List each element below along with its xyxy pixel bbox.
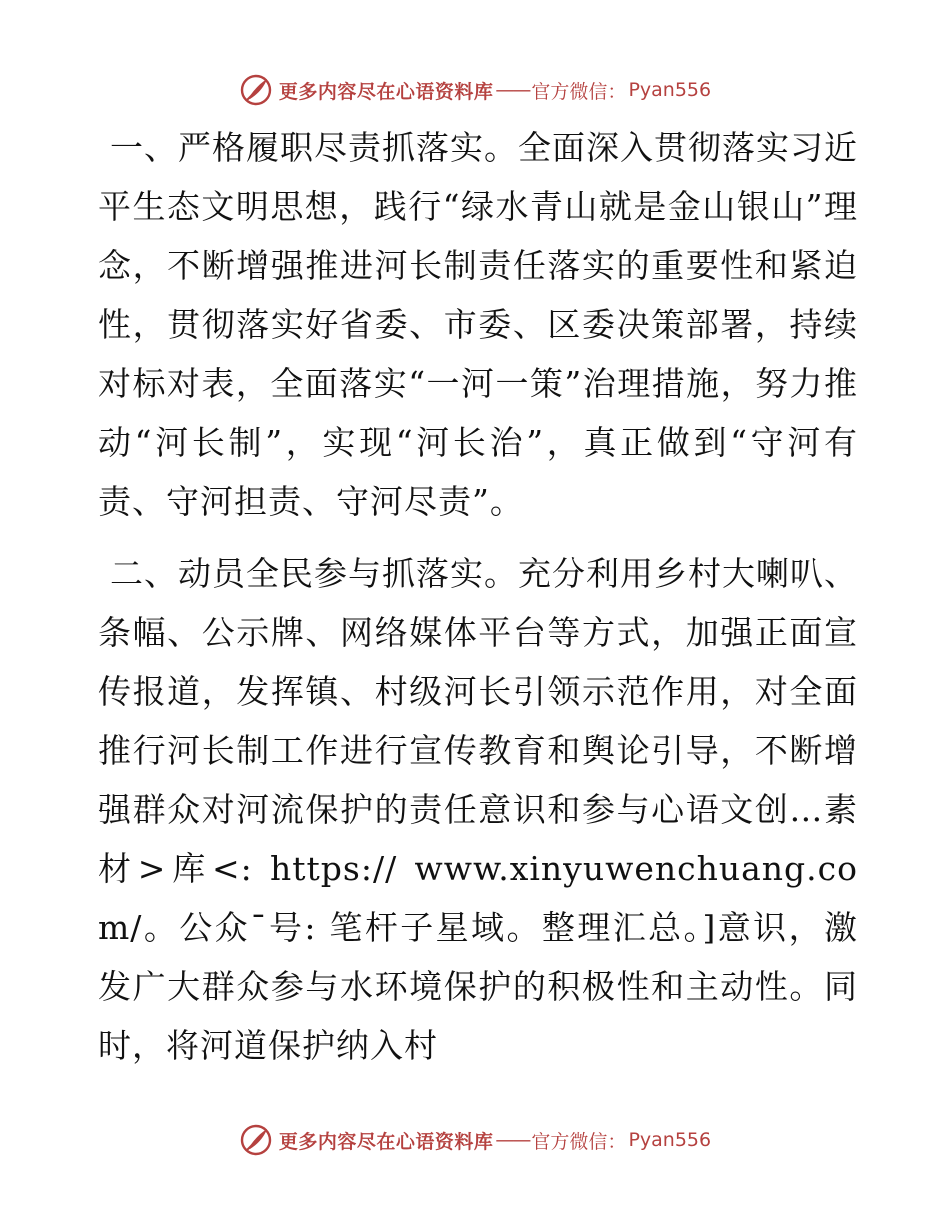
banner-title: 更多内容尽在心语资料库 xyxy=(278,80,494,103)
banner-wechat-id: Pyan556 xyxy=(628,79,712,101)
footer-banner xyxy=(0,1120,950,1160)
banner-separator: —— xyxy=(495,79,530,101)
banner-wechat-id: Pyan556 xyxy=(628,1129,712,1151)
feather-pen-logo-icon xyxy=(239,73,273,107)
banner-separator: —— xyxy=(495,1129,530,1151)
header-banner xyxy=(0,70,950,110)
paragraph-2: 二、动员全民参与抓落实。充分利用乡村大喇叭、条幅、公示牌、网络媒体平台等方式，加强正面宣传报道，发挥镇、村级河长引领示范作用，对全面推行河长制工作进行宣传教育和舆论引导，不断增强群众对河流保护的责任意识和参与心语文创…素材>库<: https:// www.xinyuwenchuang.com/。公众¯号: 笔杆子星域。整理汇总。]意识，激发广大群众参与水环境保护的积极性和主动性。同时，将河道保护纳入村 xyxy=(98,554,858,1065)
document-body xyxy=(98,118,858,1075)
banner-wechat-label: 官方微信： xyxy=(531,80,627,103)
banner-wechat-label: 官方微信： xyxy=(531,1130,627,1153)
feather-pen-logo-icon xyxy=(239,1123,273,1157)
paragraph-1: 一、严格履职尽责抓落实。全面深入贯彻落实习近平生态文明思想，践行“绿水青山就是金山银山”理念，不断增强推进河长制责任落实的重要性和紧迫性，贯彻落实好省委、市委、区委决策部署，持续对标对表，全面落实“一河一策”治理措施，努力推动“河长制”，实现“河长治”，真正做到“守河有责、守河担责、守河尽责”。 xyxy=(98,128,858,521)
banner-title: 更多内容尽在心语资料库 xyxy=(278,1130,494,1153)
